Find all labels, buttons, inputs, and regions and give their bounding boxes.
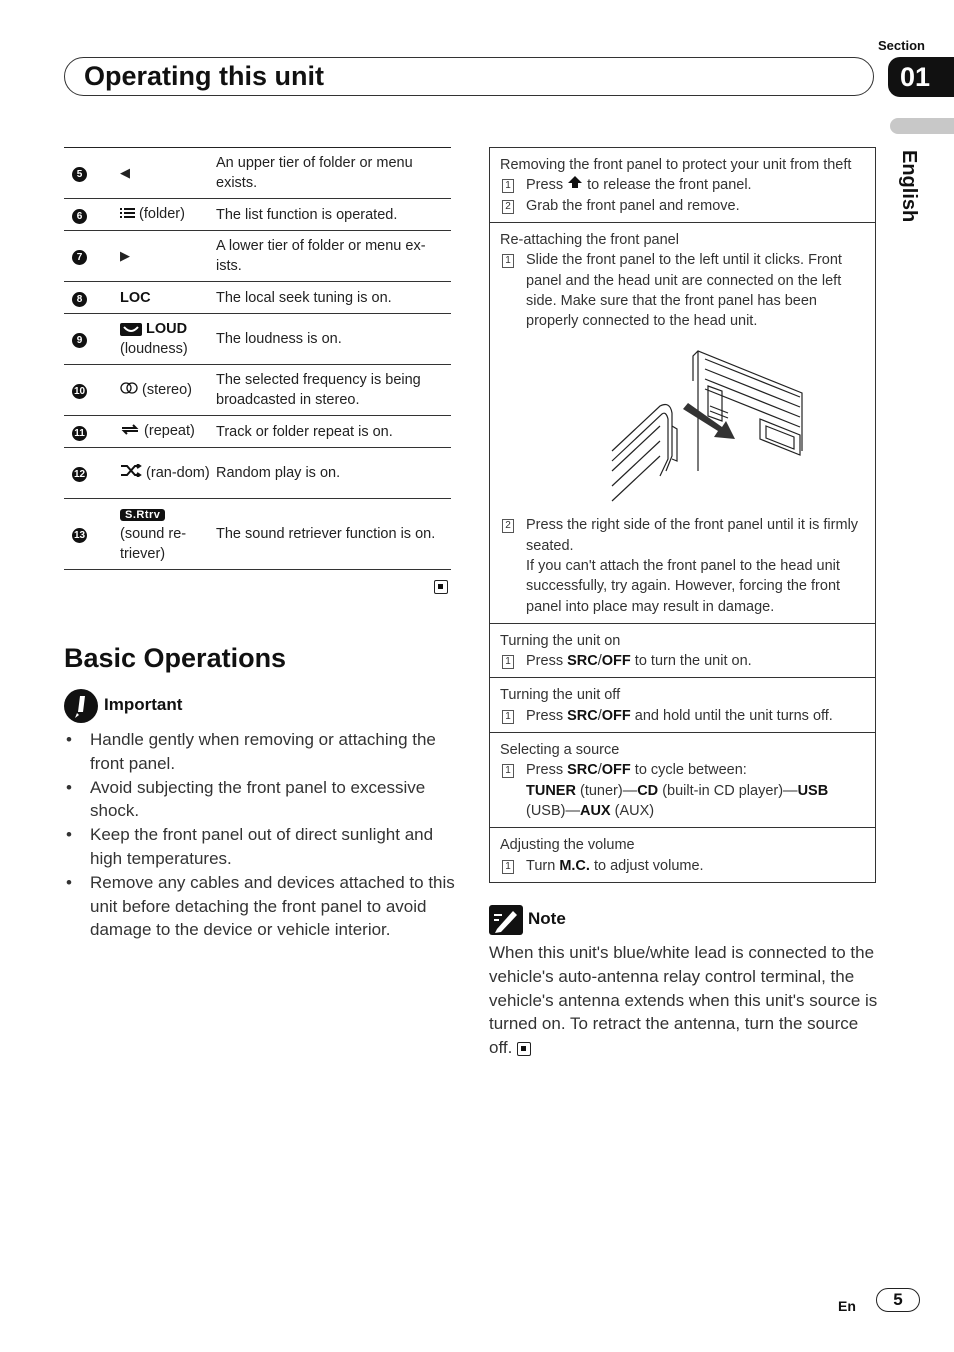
folder-list-icon xyxy=(120,205,135,225)
right-triangle-icon: ▶ xyxy=(120,248,130,263)
note-label: Note xyxy=(528,909,566,928)
row-number: 13 xyxy=(73,530,86,541)
row-description: Track or folder repeat is on. xyxy=(216,416,451,448)
step-number: 1 xyxy=(502,254,514,268)
op-remove-panel xyxy=(490,148,875,223)
row-symbol-text: (ran-dom) xyxy=(146,464,210,481)
row-description: The selected frequency is being broadcasted in stereo. xyxy=(216,365,451,416)
row-description: The sound retriever function is on. xyxy=(216,499,451,570)
step-text: Grab the front panel and remove. xyxy=(526,197,740,214)
off-key: OFF xyxy=(601,653,631,670)
step-text: Press xyxy=(526,762,564,779)
end-of-section-icon xyxy=(434,580,448,594)
step xyxy=(500,651,867,671)
step-number: 1 xyxy=(502,860,514,874)
row-symbol-sub: (loudness) xyxy=(120,341,188,357)
row-number: 9 xyxy=(72,333,87,348)
row-number: 5 xyxy=(72,167,87,182)
step xyxy=(500,250,867,331)
table-row xyxy=(64,199,451,231)
row-description: A lower tier of folder or menu ex-ists. xyxy=(216,231,451,282)
src-key: SRC xyxy=(567,653,598,670)
step-text: to cycle between: xyxy=(634,762,747,779)
page-number: 5 xyxy=(876,1288,920,1312)
row-symbol-text: LOUD xyxy=(146,321,188,337)
row-symbol-sub: (sound re-triever) xyxy=(120,526,187,562)
op-reattach-panel xyxy=(490,223,875,624)
section-number-tab: 01 xyxy=(888,57,954,97)
row-number: 12 xyxy=(73,469,86,480)
table-row xyxy=(64,148,451,199)
step-number: 1 xyxy=(502,764,514,778)
language-tab xyxy=(890,118,954,134)
source-desc: (built-in CD player)— xyxy=(662,782,798,799)
step xyxy=(500,175,867,195)
step-number: 1 xyxy=(502,179,514,193)
step xyxy=(500,515,867,616)
off-key: OFF xyxy=(601,707,631,724)
list-item: • Handle gently when removing or attaching the front panel. xyxy=(64,728,456,776)
row-number: 6 xyxy=(72,209,87,224)
table-row xyxy=(64,282,451,314)
off-key: OFF xyxy=(601,762,631,779)
step-text: Turn xyxy=(526,857,556,874)
step-number: 1 xyxy=(502,655,514,669)
row-symbol-text: (repeat) xyxy=(144,423,195,440)
separator: / xyxy=(597,653,602,670)
section-label: Section xyxy=(878,38,925,53)
source-desc: (tuner)— xyxy=(579,782,638,799)
step-text: Press the right side of the front panel until it is firmly seated. xyxy=(526,517,859,554)
op-adjust-volume xyxy=(490,828,875,882)
op-turn-on xyxy=(490,624,875,679)
list-item: • Remove any cables and devices attached to this unit before detaching the front panel to avoid damage to the device or vehicle interior. xyxy=(64,871,456,942)
random-icon xyxy=(120,463,142,483)
release-button-icon xyxy=(567,175,583,195)
step-text: to release the front panel. xyxy=(587,177,752,194)
step xyxy=(500,196,867,216)
op-heading: Turning the unit off xyxy=(500,687,621,704)
op-turn-off xyxy=(490,678,875,733)
page-title: Operating this unit xyxy=(84,61,324,91)
separator: / xyxy=(597,707,602,724)
step xyxy=(500,706,867,726)
row-number: 7 xyxy=(72,250,87,265)
table-row xyxy=(64,231,451,282)
op-heading: Adjusting the volume xyxy=(500,837,635,854)
row-symbol-text: (folder) xyxy=(139,206,185,223)
important-label: Important xyxy=(104,695,183,714)
step xyxy=(500,760,867,821)
indicator-table xyxy=(64,147,451,570)
row-number: 10 xyxy=(73,386,86,397)
table-row xyxy=(64,448,451,499)
language-label: English xyxy=(898,150,920,223)
step xyxy=(500,856,867,876)
row-number: 11 xyxy=(72,426,87,441)
step-text: Slide the front panel to the left until it clicks. Front panel and the head unit are connected on the left side. Make sure that the front panel has been properly connected to the head unit. xyxy=(526,252,842,330)
source-usb: USB xyxy=(797,782,829,799)
step-text: and hold until the unit turns off. xyxy=(634,707,833,724)
step-text: Press xyxy=(526,707,564,724)
row-symbol-text: LOC xyxy=(120,289,151,306)
list-item: • Keep the front panel out of direct sunlight and high temperatures. xyxy=(64,823,456,871)
row-description: Random play is on. xyxy=(216,448,451,499)
note-icon xyxy=(489,905,523,935)
left-triangle-icon: ◀ xyxy=(120,165,130,180)
step-text: If you can't attach the front panel to the head unit successfully, try again. However, forcing the front panel into place may result in damage. xyxy=(526,557,841,615)
step-number: 2 xyxy=(502,519,514,533)
source-desc: (AUX) xyxy=(614,802,655,819)
separator: / xyxy=(597,762,602,779)
sound-retriever-icon: S.Rtrv xyxy=(120,509,165,521)
important-icon xyxy=(64,689,98,723)
table-row xyxy=(64,365,451,416)
loudness-icon xyxy=(120,323,142,336)
step-number: 2 xyxy=(502,200,514,214)
src-key: SRC xyxy=(567,707,598,724)
row-number: 8 xyxy=(72,292,87,307)
source-aux: AUX xyxy=(579,802,611,819)
step-text: Press xyxy=(526,177,564,194)
src-key: SRC xyxy=(567,762,598,779)
table-row xyxy=(64,416,451,448)
note-text: When this unit's blue/white lead is connected to the vehicle's auto-antenna relay control terminal, the vehicle's antenna extends when this unit's source is turned on. To retract the antenna, turn the source off. xyxy=(489,943,878,1058)
row-symbol-text: (stereo) xyxy=(142,381,192,398)
op-heading: Removing the front panel to protect your unit from theft xyxy=(500,157,852,173)
important-list xyxy=(64,728,456,942)
row-description: An upper tier of folder or menu exists. xyxy=(216,148,451,199)
mc-key: M.C. xyxy=(559,857,590,874)
reattach-illustration xyxy=(500,331,867,515)
footer-language: En xyxy=(838,1298,856,1314)
step-text: to turn the unit on. xyxy=(634,653,752,670)
row-description: The list function is operated. xyxy=(216,199,451,231)
table-row xyxy=(64,314,451,365)
operations-box xyxy=(489,147,876,883)
list-item: • Avoid subjecting the front panel to excessive shock. xyxy=(64,776,456,824)
step-text: to adjust volume. xyxy=(593,857,704,874)
step-number: 1 xyxy=(502,710,514,724)
source-desc: (USB)— xyxy=(526,802,580,819)
op-heading: Selecting a source xyxy=(500,742,620,759)
step-text: Press xyxy=(526,653,564,670)
end-of-section-icon xyxy=(517,1042,531,1056)
op-heading: Turning the unit on xyxy=(500,632,621,649)
source-tuner: TUNER xyxy=(526,782,576,799)
table-row xyxy=(64,499,451,570)
section-heading: Basic Operations xyxy=(64,643,287,673)
op-heading: Re-attaching the front panel xyxy=(500,231,679,248)
op-select-source xyxy=(490,733,875,828)
source-cd: CD xyxy=(637,782,659,799)
stereo-icon xyxy=(120,380,138,400)
repeat-icon xyxy=(120,422,140,442)
row-description: The local seek tuning is on. xyxy=(216,282,451,314)
row-description: The loudness is on. xyxy=(216,314,451,365)
